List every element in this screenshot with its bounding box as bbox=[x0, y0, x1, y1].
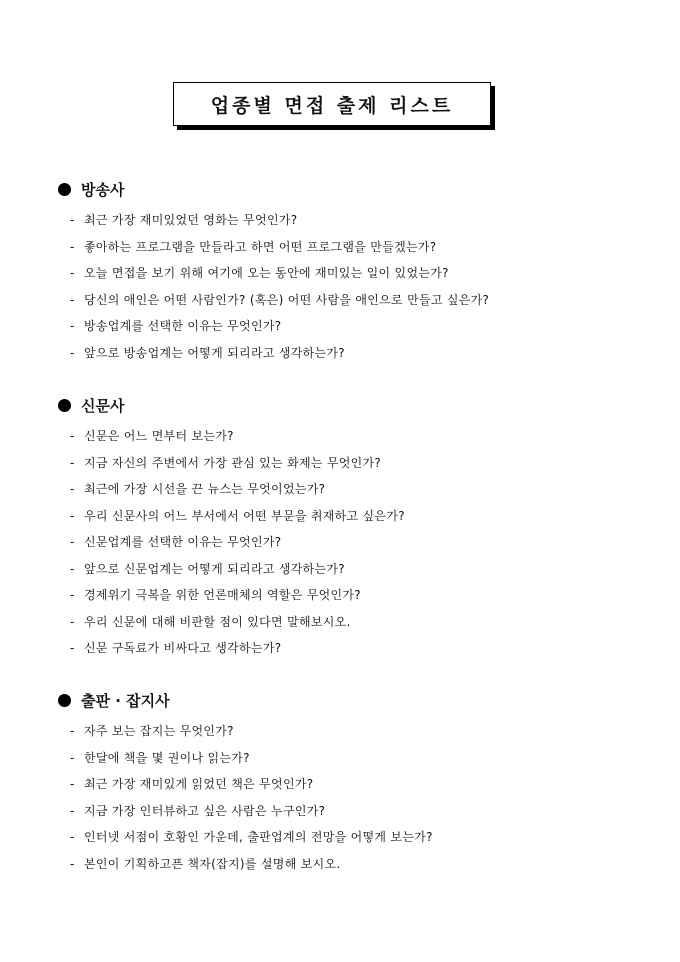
dash-marker: - bbox=[70, 292, 75, 307]
list-item bbox=[70, 582, 658, 609]
list-item bbox=[70, 609, 658, 636]
dash-marker: - bbox=[70, 239, 75, 254]
question-text: 우리 신문사의 어느 부서에서 어떤 부문을 취재하고 싶은가? bbox=[84, 508, 405, 523]
dash-marker: - bbox=[70, 213, 75, 227]
question-text: 최근 가장 재미있었던 영화는 무엇인가? bbox=[84, 213, 298, 227]
dash-marker: - bbox=[70, 588, 75, 602]
dash-marker: - bbox=[70, 455, 75, 470]
list-item bbox=[70, 771, 658, 798]
question-text: 당신의 애인은 어떤 사람인가? (혹은) 어떤 사람을 애인으로 만들고 싶은가? bbox=[84, 292, 490, 307]
question-text: 오늘 면접을 보기 위해 여기에 오는 동안에 재미있는 일이 있었는가? bbox=[84, 266, 449, 280]
question-text: 방송업계를 선택한 이유는 무엇인가? bbox=[84, 319, 282, 333]
question-text: 신문업계를 선택한 이유는 무엇인가? bbox=[84, 535, 282, 549]
dash-marker: - bbox=[70, 535, 75, 549]
dash-marker: - bbox=[70, 724, 75, 738]
list-item bbox=[70, 260, 658, 287]
list-item bbox=[70, 635, 658, 662]
page-title: 업종별 면접 출제 리스트 bbox=[210, 94, 454, 117]
dash-marker: - bbox=[70, 561, 75, 576]
question-text: 신문 구독료가 비싸다고 생각하는가? bbox=[84, 641, 282, 655]
dash-marker: - bbox=[70, 614, 75, 629]
list-item bbox=[70, 503, 658, 530]
dash-marker: - bbox=[70, 482, 75, 496]
list-item bbox=[70, 287, 658, 314]
list-item bbox=[70, 234, 658, 261]
question-text: 경제위기 극복을 위한 언론매체의 역할은 무엇인가? bbox=[84, 588, 361, 602]
question-text: 앞으로 신문업계는 어떻게 되리라고 생각하는가? bbox=[84, 561, 345, 576]
question-text: 신문은 어느 면부터 보는가? bbox=[84, 429, 234, 443]
list-item bbox=[70, 718, 658, 745]
question-text: 지금 가장 인터뷰하고 싶은 사람은 누구인가? bbox=[84, 803, 326, 818]
dash-marker: - bbox=[70, 319, 75, 333]
list-item bbox=[70, 340, 658, 367]
section-broadcasting bbox=[58, 177, 658, 366]
section-header bbox=[58, 393, 658, 417]
section-header bbox=[58, 688, 658, 712]
section-header bbox=[58, 177, 658, 201]
question-list bbox=[58, 718, 658, 877]
section-newspaper bbox=[58, 393, 658, 662]
question-text: 우리 신문에 대해 비판할 점이 있다면 말해보시오. bbox=[84, 614, 351, 629]
title-box bbox=[173, 82, 491, 126]
question-text: 지금 자신의 주변에서 가장 관심 있는 화제는 무엇인가? bbox=[84, 455, 382, 470]
list-item bbox=[70, 207, 658, 234]
section-publishing-magazine bbox=[58, 688, 658, 877]
section-title: 출판 · 잡지사 bbox=[81, 691, 170, 710]
question-text: 한달에 책을 몇 권이나 읽는가? bbox=[84, 750, 250, 765]
question-text: 최근에 가장 시선을 끈 뉴스는 무엇이었는가? bbox=[84, 482, 326, 496]
dash-marker: - bbox=[70, 429, 75, 443]
section-title: 신문사 bbox=[81, 396, 125, 415]
list-item bbox=[70, 423, 658, 450]
list-item bbox=[70, 529, 658, 556]
dash-marker: - bbox=[70, 856, 75, 871]
dash-marker: - bbox=[70, 345, 75, 360]
dash-marker: - bbox=[70, 266, 75, 280]
filled-circle-bullet-icon bbox=[58, 399, 71, 412]
dash-marker: - bbox=[70, 830, 75, 844]
list-item bbox=[70, 313, 658, 340]
list-item bbox=[70, 851, 658, 878]
question-text: 본인이 기획하고픈 책자(잡지)를 설명해 보시오. bbox=[84, 856, 341, 871]
list-item bbox=[70, 798, 658, 825]
dash-marker: - bbox=[70, 777, 75, 791]
question-text: 좋아하는 프로그램을 만들라고 하면 어떤 프로그램을 만들겠는가? bbox=[84, 239, 437, 254]
question-text: 최근 가장 재미있게 읽었던 책은 무엇인가? bbox=[84, 777, 314, 791]
list-item bbox=[70, 556, 658, 583]
list-item bbox=[70, 824, 658, 851]
section-title: 방송사 bbox=[81, 180, 125, 199]
question-text: 앞으로 방송업계는 어떻게 되리라고 생각하는가? bbox=[84, 345, 345, 360]
dash-marker: - bbox=[70, 508, 75, 523]
filled-circle-bullet-icon bbox=[58, 694, 71, 707]
list-item bbox=[70, 450, 658, 477]
filled-circle-bullet-icon bbox=[58, 183, 71, 196]
list-item bbox=[70, 476, 658, 503]
dash-marker: - bbox=[70, 750, 75, 765]
question-text: 자주 보는 잡지는 무엇인가? bbox=[84, 724, 234, 738]
dash-marker: - bbox=[70, 803, 75, 818]
list-item bbox=[70, 745, 658, 772]
question-list bbox=[58, 423, 658, 662]
question-list bbox=[58, 207, 658, 366]
dash-marker: - bbox=[70, 641, 75, 655]
question-text: 인터넷 서점이 호황인 가운데, 출판업계의 전망을 어떻게 보는가? bbox=[84, 830, 433, 844]
